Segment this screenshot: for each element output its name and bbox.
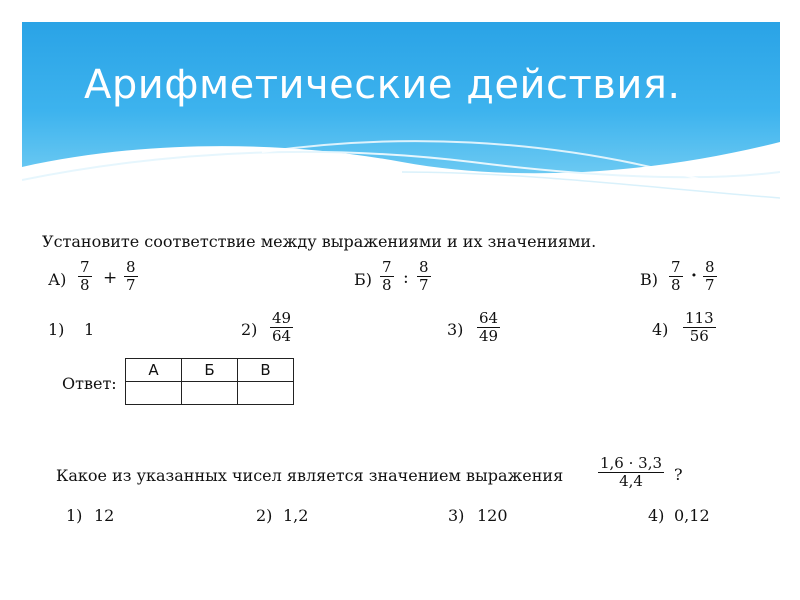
- fraction-denominator: 64: [272, 327, 292, 346]
- fraction-numerator: 7: [382, 258, 392, 276]
- answer-header-b: Б: [182, 359, 238, 382]
- title-banner: [22, 22, 780, 220]
- task2-question: Какое из указанных чисел является значением выражения: [56, 466, 564, 485]
- option-value: 1: [84, 320, 95, 339]
- answer-header-a: А: [126, 359, 182, 382]
- fraction-denominator: 49: [479, 327, 499, 346]
- banner-waves: [22, 22, 780, 220]
- operator: +: [103, 268, 118, 288]
- fraction-numerator: 64: [479, 309, 499, 327]
- task2-expression: [598, 455, 664, 490]
- fraction: [124, 259, 138, 294]
- option-label: 2): [241, 320, 258, 339]
- option-label: 3): [447, 320, 464, 339]
- option-value: 12: [94, 506, 115, 525]
- answer-table: [125, 358, 294, 405]
- expression-letter: В): [640, 270, 658, 289]
- slide-title: Арифметические действия.: [84, 62, 681, 108]
- fraction-denominator: 7: [126, 276, 136, 295]
- expression-letter: А): [48, 270, 67, 289]
- fraction-numerator: 113: [685, 309, 714, 327]
- answer-header-row: [126, 359, 294, 382]
- option-label: 1): [48, 320, 65, 339]
- fraction: [477, 310, 500, 345]
- answer-cell-v[interactable]: [238, 382, 294, 405]
- answer-header-v: В: [238, 359, 294, 382]
- option-label: 3): [448, 506, 465, 525]
- option-label: 2): [256, 506, 273, 525]
- fraction: [669, 259, 683, 294]
- answer-label: Ответ:: [62, 374, 117, 393]
- fraction-numerator: 7: [80, 258, 90, 276]
- fraction: [380, 259, 394, 294]
- option-label: 1): [66, 506, 83, 525]
- answer-cell-a[interactable]: [126, 382, 182, 405]
- fraction-denominator: 8: [671, 276, 681, 295]
- task2-question-mark: ?: [674, 465, 683, 484]
- fraction-numerator: 8: [419, 258, 429, 276]
- task1-instruction: Установите соответствие между выражениями и их значениями.: [42, 232, 597, 251]
- fraction: [683, 310, 716, 345]
- fraction: [270, 310, 293, 345]
- option-value: 0,12: [674, 506, 710, 525]
- fraction: [703, 259, 717, 294]
- operator: ·: [691, 266, 697, 286]
- expression-letter: Б): [354, 270, 372, 289]
- option-label: 4): [652, 320, 669, 339]
- fraction-numerator: 8: [126, 258, 136, 276]
- fraction-denominator: 4,4: [619, 472, 643, 491]
- fraction-denominator: 8: [80, 276, 90, 295]
- answer-input-row: [126, 382, 294, 405]
- fraction-denominator: 56: [689, 327, 709, 346]
- fraction-denominator: 8: [382, 276, 392, 295]
- fraction: [417, 259, 431, 294]
- fraction-numerator: 49: [272, 309, 292, 327]
- option-value: 1,2: [283, 506, 309, 525]
- fraction: [78, 259, 92, 294]
- option-label: 4): [648, 506, 665, 525]
- option-value: 120: [477, 506, 508, 525]
- fraction-denominator: 7: [419, 276, 429, 295]
- operator: :: [403, 268, 409, 288]
- answer-cell-b[interactable]: [182, 382, 238, 405]
- fraction-numerator: 7: [671, 258, 681, 276]
- fraction-numerator: 1,6 · 3,3: [600, 454, 663, 472]
- fraction-denominator: 7: [705, 276, 715, 295]
- fraction-numerator: 8: [705, 258, 715, 276]
